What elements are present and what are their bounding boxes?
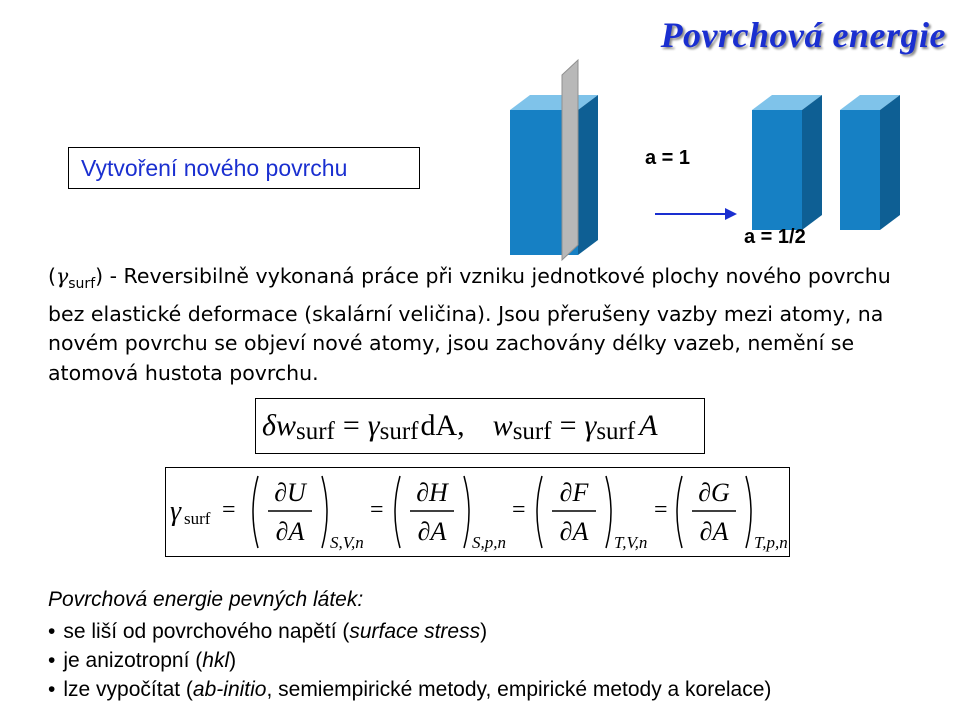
eq2-equals: = <box>512 497 526 523</box>
eq2-numerator: ∂H <box>416 478 448 507</box>
bullet-list <box>48 617 771 704</box>
paren-right <box>746 476 751 548</box>
eq1-w: w <box>492 409 513 442</box>
eq2-denominator: ∂A <box>275 517 305 546</box>
eq1-sub2: surf <box>379 418 419 445</box>
bullet-2-text-b: ) <box>229 649 237 672</box>
gamma-subscript: surf <box>68 276 96 293</box>
eq2-denominator: ∂A <box>699 517 729 546</box>
block-left <box>510 95 598 255</box>
eq2-gamma: γ <box>170 496 182 527</box>
definition-text: ) - Reversibilně vykonaná práce při vzniku jednotkové plochy nového povrchu bez elastické deformace (skalární veličina). Jsou přerušeny vazby mezi atomy, na novém povrchu se objeví nové atomy, jsou zachovány délky vazeb, nemění se atomová hustota povrchu. <box>48 264 891 385</box>
eq2-denominator: ∂A <box>559 517 589 546</box>
block-right-1 <box>752 95 822 230</box>
eq1-equals: = <box>342 409 360 442</box>
bullet-1 <box>48 617 771 646</box>
block-right-2 <box>840 95 900 230</box>
eq1-sub3: surf <box>512 418 552 445</box>
eq1-equals-2: = <box>559 409 577 442</box>
label-a2: a = 1/2 <box>744 226 806 248</box>
paren-left <box>677 476 682 548</box>
eq2-subscript: T,p,n <box>754 533 788 552</box>
bullet-2-italic: hkl <box>202 649 230 672</box>
surface-creation-diagram <box>500 55 950 275</box>
paren-left <box>395 476 400 548</box>
bullet-3-text-b: , semiempirické metody, empirické metody a korelace) <box>266 678 772 701</box>
eq2-gamma-sub: surf <box>184 509 211 528</box>
bullet-2 <box>48 646 771 675</box>
eq2-equals-0: = <box>222 497 236 523</box>
label-a1: a = 1 <box>645 147 691 169</box>
eq1-sub1: surf <box>295 418 335 445</box>
bullet-1-text-b: ) <box>480 620 488 643</box>
paren-right <box>322 476 327 548</box>
eq1-gamma: γ <box>367 409 380 442</box>
bullet-3-italic: ab-initio <box>192 678 267 701</box>
eq2-equals: = <box>370 497 384 523</box>
equation-work <box>255 398 705 454</box>
section-title: Povrchová energie pevných látek: <box>48 588 364 611</box>
eq1-sub4: surf <box>596 418 636 445</box>
paren-left <box>537 476 542 548</box>
eq1-gamma-2: γ <box>584 409 597 442</box>
bullet-3 <box>48 675 771 704</box>
eq2-subscript: T,V,n <box>614 533 648 552</box>
paren-right <box>606 476 611 548</box>
eq2-numerator: ∂F <box>559 478 589 507</box>
bullet-1-italic: surface stress <box>349 620 481 643</box>
gamma-symbol: γ <box>56 264 69 288</box>
eq1-dA: dA, <box>420 409 465 442</box>
eq2-equals: = <box>654 497 668 523</box>
paren-right <box>464 476 469 548</box>
section-box-label: Vytvoření nového povrchu <box>68 147 420 189</box>
eq2-subscript: S,V,n <box>330 533 364 552</box>
eq2-denominator: ∂A <box>417 517 447 546</box>
eq2-numerator: ∂G <box>698 478 730 507</box>
eq1-delta-w: δw <box>262 409 296 442</box>
eq2-subscript: S,p,n <box>472 533 506 552</box>
bullet-2-text-a: je anizotropní ( <box>63 649 203 672</box>
bullet-1-text-a: se liší od povrchového napětí ( <box>63 620 350 643</box>
bullet-3-text-a: lze vypočítat ( <box>63 678 193 701</box>
paren-left <box>253 476 258 548</box>
page-title: Povrchová energie <box>660 15 946 55</box>
eq2-numerator: ∂U <box>274 478 306 507</box>
equation-derivatives <box>165 467 790 557</box>
definition-paragraph: $(\gamma_{surf})$ - Reversibilně vykonaná práce při vzniku jednotkové plochy nového povrchu bez elastické deformace (skalární veličina). Jsou přerušeny vazby mezi atomy, na novém povrchu se objeví nové atomy, jsou zachovány délky vazeb, nemění se atomová hustota povrchu. <box>48 264 891 385</box>
eq1-A: A <box>639 409 658 442</box>
arrow-icon <box>655 208 737 220</box>
separating-plane <box>562 60 578 260</box>
eq2-terms <box>253 476 788 552</box>
